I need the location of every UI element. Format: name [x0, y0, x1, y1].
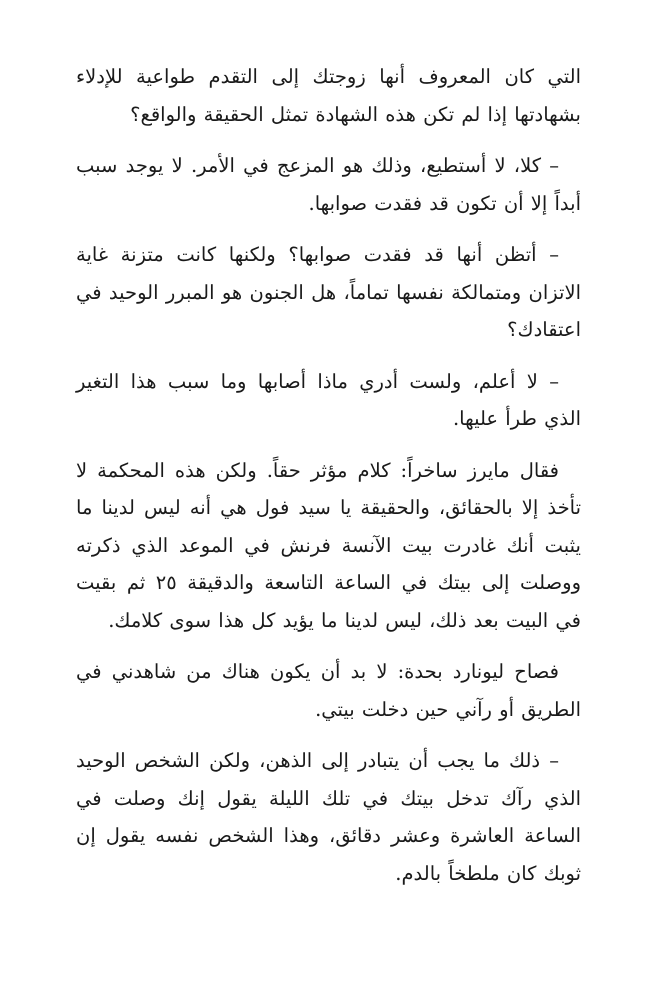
paragraph-6: فصاح ليونارد بحدة: لا بد أن يكون هناك من شاهدني في الطريق أو رآني حين دخلت بيتي.	[76, 660, 581, 721]
paragraph-1: التي كان المعروف أنها زوجتك إلى التقدم طواعية للإدلاء بشهادتها إذا لم تكن هذه الشهادة تمثل الحقيقة والواقع؟	[76, 65, 581, 126]
paragraph-5: فقال مايرز ساخراً: كلام مؤثر حقاً. ولكن هذه المحكمة لا تأخذ إلا بالحقائق، والحقيقة يا سيد فول هي أنه ليس لدينا ما يثبت أنك غادرت بيت الآنسة فرنش في الموعد الذي ذكرته ووصلت إلى بيتك في الساعة التاسعة والدقيقة ٢٥ ثم بقيت في البيت بعد ذلك، ليس لدينا ما يؤيد كل هذا سوى كلامك.	[76, 458, 581, 632]
paragraph-4: – لا أعلم، ولست أدري ماذا أصابها وما سبب هذا التغير الذي طرأ عليها.	[76, 369, 581, 430]
paragraph-7: – ذلك ما يجب أن يتبادر إلى الذهن، ولكن الشخص الوحيد الذي رآك تدخل بيتك في تلك الليلة يقول إنك وصلت في الساعة العاشرة وعشر دقائق، وهذا الشخص نفسه يقول إن ثوبك كان ملطخاً بالدم.	[76, 749, 581, 885]
paragraph-2: – كلا، لا أستطيع، وذلك هو المزعج في الأمر. لا يوجد سبب أبداً إلا أن تكون قد فقدت صوابها.	[76, 154, 581, 215]
paragraph-3: – أتظن أنها قد فقدت صوابها؟ ولكنها كانت متزنة غاية الاتزان ومتمالكة نفسها تماماً، هل الجنون هو المبرر الوحيد في اعتقادك؟	[76, 243, 581, 341]
